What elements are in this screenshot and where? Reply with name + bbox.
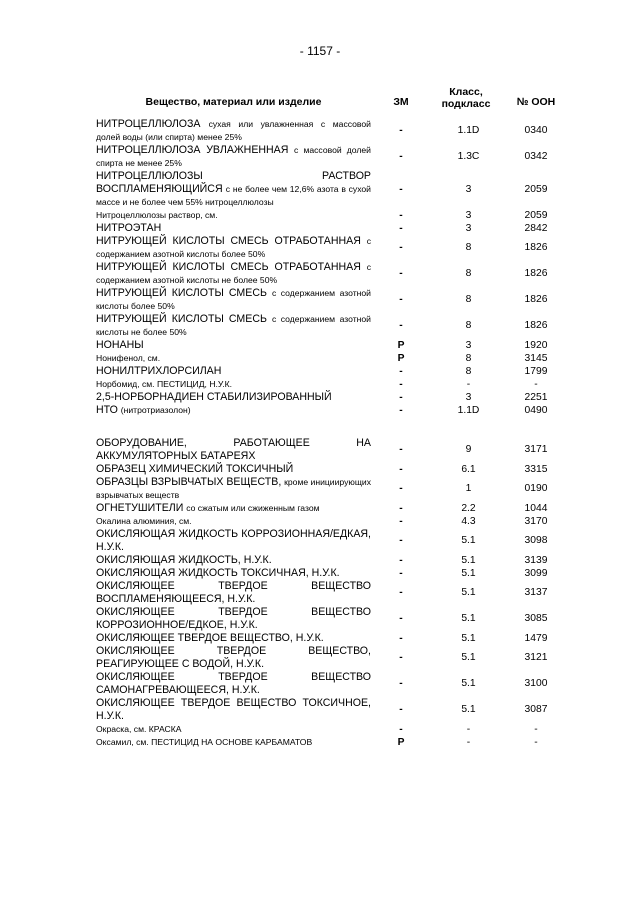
special-provisions-cell: - bbox=[399, 391, 403, 403]
un-number-cell: 2059 bbox=[524, 209, 548, 221]
un-number-cell: 3145 bbox=[524, 352, 548, 364]
special-provisions-cell: - bbox=[399, 378, 403, 390]
table-row bbox=[96, 697, 566, 723]
table-row bbox=[96, 209, 566, 222]
substance-name-detail: с массовой долей спирта не менее 25% bbox=[96, 145, 371, 168]
substance-name-main: ОКИСЛЯЮЩАЯ ЖИДКОСТЬ КОРРОЗИОННАЯ/ЕДКАЯ, Н.У.К. bbox=[96, 528, 371, 553]
class-cell: 5.1 bbox=[461, 613, 476, 624]
substance-name-detail: с не более чем 12,6% азота в сухой массе и не более чем 55% нитроцеллюлозы bbox=[96, 184, 371, 207]
substance-name bbox=[96, 365, 371, 378]
substance-name-detail: Окраска, см. КРАСКА bbox=[96, 724, 182, 734]
section-gap bbox=[96, 417, 566, 437]
substance-name-detail: с содержанием азотной кислоты не более 50% bbox=[96, 262, 371, 285]
substance-name-main: НИТРОЦЕЛЛЮЛОЗЫ РАСТВОР ВОСПЛАМЕНЯЮЩИЙСЯ bbox=[96, 170, 371, 195]
class-cell: 3 bbox=[465, 339, 472, 351]
un-number-cell: 2059 bbox=[524, 183, 548, 195]
substance-name-main: ОКИСЛЯЮЩАЯ ЖИДКОСТЬ, Н.У.К. bbox=[96, 554, 272, 566]
substance-table-body bbox=[96, 118, 566, 749]
class-cell: 1.1D bbox=[457, 125, 480, 136]
substance-name bbox=[96, 554, 371, 567]
special-provisions-cell: - bbox=[399, 652, 403, 663]
un-number-cell: 0490 bbox=[524, 404, 548, 416]
table-row bbox=[96, 736, 566, 749]
un-number-cell: 3121 bbox=[524, 652, 548, 663]
special-provisions-cell: - bbox=[399, 463, 403, 475]
substance-name-main: ОКИСЛЯЮЩАЯ ЖИДКОСТЬ ТОКСИЧНАЯ, Н.У.К. bbox=[96, 567, 340, 579]
header-un-number: № ООН bbox=[516, 96, 556, 108]
header-class bbox=[416, 86, 516, 110]
table-row bbox=[96, 144, 566, 170]
table-row bbox=[96, 606, 566, 632]
class-cell: 8 bbox=[465, 352, 472, 364]
table-row bbox=[96, 222, 566, 235]
special-provisions-cell: - bbox=[399, 242, 403, 253]
substance-name-main: НИТРУЮЩЕЙ КИСЛОТЫ СМЕСЬ ОТРАБОТАННАЯ bbox=[96, 235, 361, 247]
un-number-cell: 1044 bbox=[524, 502, 548, 514]
special-provisions-cell: - bbox=[399, 704, 403, 715]
class-cell: 5.1 bbox=[461, 678, 476, 689]
table-row bbox=[96, 404, 566, 417]
table-row bbox=[96, 645, 566, 671]
special-provisions-cell: - bbox=[399, 535, 403, 546]
substance-name bbox=[96, 437, 371, 463]
substance-name bbox=[96, 404, 371, 417]
table-row bbox=[96, 365, 566, 378]
class-cell: 9 bbox=[465, 444, 472, 455]
substance-name-main: ОКИСЛЯЮЩЕЕ ТВЕРДОЕ ВЕЩЕСТВО ВОСПЛАМЕНЯЮЩЕЕСЯ, Н.У.К. bbox=[96, 580, 371, 605]
substance-name-main: НОНИЛТРИХЛОРСИЛАН bbox=[96, 365, 222, 377]
substance-name-main: НИТРОЦЕЛЛЮЛОЗА bbox=[96, 118, 201, 130]
class-cell: - bbox=[466, 723, 471, 735]
special-provisions-cell: - bbox=[399, 268, 403, 279]
class-cell: 3 bbox=[465, 391, 472, 403]
special-provisions-cell: - bbox=[399, 515, 403, 527]
table-row bbox=[96, 437, 566, 463]
table-row bbox=[96, 118, 566, 144]
table-row bbox=[96, 261, 566, 287]
substance-name-main: ОБРАЗЕЦ ХИМИЧЕСКИЙ ТОКСИЧНЫЙ bbox=[96, 463, 294, 475]
special-provisions-cell: - bbox=[399, 678, 403, 689]
class-cell: 8 bbox=[465, 268, 472, 279]
un-number-cell: 2842 bbox=[524, 222, 548, 234]
substance-table bbox=[96, 118, 566, 749]
un-number-cell: 3099 bbox=[524, 567, 548, 579]
special-provisions-cell: - bbox=[399, 320, 403, 331]
substance-name-detail: Окалина алюминия, см. bbox=[96, 516, 192, 526]
un-number-cell: - bbox=[534, 736, 538, 748]
special-provisions-cell: - bbox=[399, 483, 403, 494]
substance-name bbox=[96, 515, 371, 528]
special-provisions-cell: - bbox=[399, 365, 403, 377]
substance-name-main: НИТРУЮЩЕЙ КИСЛОТЫ СМЕСЬ ОТРАБОТАННАЯ bbox=[96, 261, 361, 273]
un-number-cell: 3100 bbox=[524, 678, 548, 689]
substance-name-detail: с содержанием азотной кислоты более 50% bbox=[96, 236, 371, 259]
special-provisions-cell: - bbox=[399, 613, 403, 624]
class-cell: 5.1 bbox=[461, 567, 476, 579]
class-cell: 1.3C bbox=[457, 151, 480, 162]
header-special-provisions: ЗМ bbox=[393, 96, 409, 108]
table-row bbox=[96, 528, 566, 554]
substance-name bbox=[96, 118, 371, 144]
substance-name-main: ОГНЕТУШИТЕЛИ bbox=[96, 502, 184, 514]
class-cell: 8 bbox=[465, 365, 472, 377]
un-number-cell: 3171 bbox=[524, 444, 548, 455]
substance-name-main: ОКИСЛЯЮЩЕЕ ТВЕРДОЕ ВЕЩЕСТВО, РЕАГИРУЮЩЕЕ С ВОДОЙ, Н.У.К. bbox=[96, 645, 371, 670]
table-row bbox=[96, 515, 566, 528]
substance-name-detail: с содержанием азотной кислоты не более 50% bbox=[96, 314, 371, 337]
table-header bbox=[96, 84, 566, 116]
table-row bbox=[96, 554, 566, 567]
special-provisions-cell: - bbox=[399, 554, 403, 566]
class-cell: 3 bbox=[465, 183, 472, 195]
substance-name-detail: (нитротриазолон) bbox=[120, 405, 191, 415]
class-cell: 5.1 bbox=[461, 704, 476, 715]
substance-name bbox=[96, 697, 371, 723]
substance-name bbox=[96, 645, 371, 671]
class-cell: 4.3 bbox=[461, 515, 476, 527]
substance-name bbox=[96, 476, 371, 502]
substance-name-detail: сухая или увлажненная с массовой долей воды (или спирта) менее 25% bbox=[96, 119, 371, 142]
special-provisions-cell: - bbox=[399, 444, 403, 455]
substance-name bbox=[96, 209, 371, 222]
un-number-cell: 3098 bbox=[524, 535, 548, 546]
special-provisions-cell: Р bbox=[397, 736, 405, 748]
substance-name bbox=[96, 723, 371, 736]
table-row bbox=[96, 463, 566, 476]
substance-name-main: ОБРАЗЦЫ ВЗРЫВЧАТЫХ ВЕЩЕСТВ, bbox=[96, 476, 282, 488]
substance-name-main: НИТРУЮЩЕЙ КИСЛОТЫ СМЕСЬ bbox=[96, 313, 267, 325]
class-cell: 1.1D bbox=[457, 404, 480, 416]
substance-name bbox=[96, 261, 371, 287]
table-row bbox=[96, 352, 566, 365]
substance-name bbox=[96, 339, 371, 352]
substance-name bbox=[96, 222, 371, 235]
class-cell: 8 bbox=[465, 320, 472, 331]
substance-name bbox=[96, 313, 371, 339]
un-number-cell: 1826 bbox=[524, 242, 548, 253]
special-provisions-cell: - bbox=[399, 567, 403, 579]
substance-name-detail: Оксамил, см. ПЕСТИЦИД НА ОСНОВЕ КАРБАМАТОВ bbox=[96, 737, 313, 747]
substance-name bbox=[96, 235, 371, 261]
un-number-cell: 1920 bbox=[524, 339, 548, 351]
class-cell: - bbox=[466, 736, 471, 748]
table-row bbox=[96, 580, 566, 606]
class-cell: 5.1 bbox=[461, 535, 476, 546]
substance-name bbox=[96, 170, 371, 209]
special-provisions-cell: - bbox=[399, 125, 403, 136]
class-cell: 5.1 bbox=[461, 587, 476, 598]
substance-name-main: ОБОРУДОВАНИЕ, РАБОТАЮЩЕЕ НА АККУМУЛЯТОРНЫХ БАТАРЕЯХ bbox=[96, 437, 371, 462]
substance-name bbox=[96, 567, 371, 580]
special-provisions-cell: - bbox=[399, 632, 403, 644]
class-cell: 5.1 bbox=[461, 632, 476, 644]
special-provisions-cell: Р bbox=[397, 352, 405, 364]
table-row bbox=[96, 502, 566, 515]
special-provisions-cell: Р bbox=[397, 339, 405, 351]
section-gap-cell bbox=[96, 417, 566, 437]
header-substance: Вещество, материал или изделие bbox=[145, 96, 322, 108]
class-cell: 6.1 bbox=[461, 463, 476, 475]
special-provisions-cell: - bbox=[399, 183, 403, 195]
un-number-cell: 3170 bbox=[524, 515, 548, 527]
substance-name-main: ОКИСЛЯЮЩЕЕ ТВЕРДОЕ ВЕЩЕСТВО САМОНАГРЕВАЮЩЕЕСЯ, Н.У.К. bbox=[96, 671, 371, 696]
substance-name-detail: Нонифенол, см. bbox=[96, 353, 161, 363]
substance-name-main: НИТРОЦЕЛЛЮЛОЗА УВЛАЖНЕННАЯ bbox=[96, 144, 289, 156]
un-number-cell: 0190 bbox=[524, 483, 548, 494]
un-number-cell: 0340 bbox=[524, 125, 548, 136]
un-number-cell: - bbox=[534, 723, 538, 735]
special-provisions-cell: - bbox=[399, 294, 403, 305]
special-provisions-cell: - bbox=[399, 151, 403, 162]
table-row bbox=[96, 339, 566, 352]
substance-name-main: НТО bbox=[96, 404, 118, 416]
table-row bbox=[96, 313, 566, 339]
un-number-cell: 0342 bbox=[524, 151, 548, 162]
un-number-cell: 3139 bbox=[524, 554, 548, 566]
un-number-cell: 1479 bbox=[524, 632, 548, 644]
un-number-cell: 1799 bbox=[524, 365, 548, 377]
substance-name bbox=[96, 606, 371, 632]
substance-name-main: ОКИСЛЯЮЩЕЕ ТВЕРДОЕ ВЕЩЕСТВО, Н.У.К. bbox=[96, 632, 324, 644]
substance-name-detail: Нитроцеллюлозы раствор, см. bbox=[96, 210, 218, 220]
header-class-line1: Класс, bbox=[449, 86, 483, 98]
substance-name bbox=[96, 528, 371, 554]
substance-name-detail: Норбомид, см. ПЕСТИЦИД, Н.У.К. bbox=[96, 379, 233, 389]
substance-name-main: НОНАНЫ bbox=[96, 339, 144, 351]
un-number-cell: 3137 bbox=[524, 587, 548, 598]
table-row bbox=[96, 378, 566, 391]
table-row bbox=[96, 287, 566, 313]
substance-name bbox=[96, 391, 371, 404]
special-provisions-cell: - bbox=[399, 587, 403, 598]
substance-name-detail: кроме инициирующих взрывчатых веществ bbox=[96, 477, 371, 500]
substance-name bbox=[96, 352, 371, 365]
substance-name bbox=[96, 632, 371, 645]
substance-name-main: НИТРУЮЩЕЙ КИСЛОТЫ СМЕСЬ bbox=[96, 287, 267, 299]
class-cell: 8 bbox=[465, 294, 472, 305]
special-provisions-cell: - bbox=[399, 209, 403, 221]
substance-name bbox=[96, 144, 371, 170]
substance-name bbox=[96, 287, 371, 313]
un-number-cell: 3087 bbox=[524, 704, 548, 715]
un-number-cell: 1826 bbox=[524, 320, 548, 331]
substance-name-main: ОКИСЛЯЮЩЕЕ ТВЕРДОЕ ВЕЩЕСТВО ТОКСИЧНОЕ, Н.У.К. bbox=[96, 697, 371, 722]
header-class-line2: подкласс bbox=[441, 98, 491, 110]
table-row bbox=[96, 170, 566, 209]
un-number-cell: 1826 bbox=[524, 268, 548, 279]
table-row bbox=[96, 723, 566, 736]
table-row bbox=[96, 391, 566, 404]
substance-name bbox=[96, 502, 371, 515]
special-provisions-cell: - bbox=[399, 222, 403, 234]
substance-name-main: НИТРОЭТАН bbox=[96, 222, 162, 234]
substance-name bbox=[96, 463, 371, 476]
class-cell: - bbox=[466, 378, 471, 390]
substance-name-detail: со сжатым или сжиженным газом bbox=[186, 503, 320, 513]
substance-name-detail: с содержанием азотной кислоты более 50% bbox=[96, 288, 371, 311]
substance-name-main: 2,5-НОРБОРНАДИЕН СТАБИЛИЗИРОВАННЫЙ bbox=[96, 391, 332, 403]
substance-name bbox=[96, 736, 371, 749]
special-provisions-cell: - bbox=[399, 502, 403, 514]
substance-name-main: ОКИСЛЯЮЩЕЕ ТВЕРДОЕ ВЕЩЕСТВО КОРРОЗИОННОЕ/ЕДКОЕ, Н.У.К. bbox=[96, 606, 371, 631]
class-cell: 1 bbox=[465, 483, 472, 494]
class-cell: 5.1 bbox=[461, 554, 476, 566]
class-cell: 5.1 bbox=[461, 652, 476, 663]
table-row bbox=[96, 671, 566, 697]
un-number-cell: - bbox=[534, 378, 538, 390]
class-cell: 3 bbox=[465, 222, 472, 234]
table-row bbox=[96, 235, 566, 261]
class-cell: 8 bbox=[465, 242, 472, 253]
table-row bbox=[96, 476, 566, 502]
class-cell: 3 bbox=[465, 209, 472, 221]
substance-name bbox=[96, 378, 371, 391]
table-row bbox=[96, 567, 566, 580]
un-number-cell: 2251 bbox=[524, 391, 548, 403]
un-number-cell: 1826 bbox=[524, 294, 548, 305]
class-cell: 2.2 bbox=[461, 502, 476, 514]
substance-name bbox=[96, 671, 371, 697]
table-row bbox=[96, 632, 566, 645]
substance-name bbox=[96, 580, 371, 606]
un-number-cell: 3085 bbox=[524, 613, 548, 624]
special-provisions-cell: - bbox=[399, 723, 403, 735]
special-provisions-cell: - bbox=[399, 404, 403, 416]
page-number: - 1157 - bbox=[299, 44, 341, 58]
un-number-cell: 3315 bbox=[524, 463, 548, 475]
